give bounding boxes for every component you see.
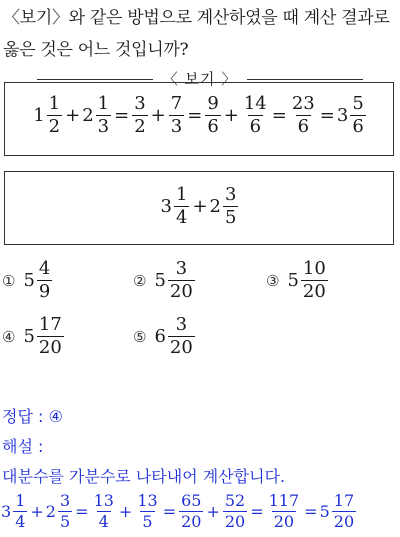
bogi-h-frac xyxy=(350,95,365,136)
option-1[interactable] xyxy=(2,260,53,301)
ans-f-den: 20 xyxy=(224,512,246,531)
ans-b-den: 5 xyxy=(59,512,71,531)
option-2-number: ② xyxy=(133,271,147,290)
ans-e-frac xyxy=(179,493,203,530)
bogi-title-text: 〈 보기 〉 xyxy=(153,70,248,88)
bogi-d-den: 3 xyxy=(170,116,183,137)
bogi-plus-1: + xyxy=(65,105,81,126)
bogi-g-den: 6 xyxy=(297,116,310,137)
ans-b-num: 3 xyxy=(59,491,71,510)
explanation-expression xyxy=(1,493,357,530)
problem-plus: + xyxy=(192,196,208,217)
option-5[interactable] xyxy=(133,316,196,357)
option-3-num: 10 xyxy=(302,258,326,279)
bogi-b-whole: 2 xyxy=(82,105,94,126)
answer-label: 정답 : ④ xyxy=(2,407,63,426)
option-1-number: ① xyxy=(2,271,16,290)
option-4-den: 20 xyxy=(38,337,62,358)
bogi-eq-1: = xyxy=(114,105,130,126)
question-line-2: 옳은 것은 어느 것입니까? xyxy=(3,40,189,60)
option-4-num: 17 xyxy=(38,314,62,335)
ans-a-frac xyxy=(13,493,27,530)
option-3-whole: 5 xyxy=(287,270,299,291)
problem-b-whole: 2 xyxy=(209,196,221,217)
ans-plus-3: + xyxy=(206,502,220,521)
bogi-d-frac xyxy=(169,95,184,136)
option-3-number: ③ xyxy=(266,271,280,290)
problem-b-frac xyxy=(223,186,238,227)
ans-d-num: 13 xyxy=(137,491,158,510)
problem-expression xyxy=(0,186,400,227)
option-5-frac xyxy=(168,316,195,357)
bogi-b-den: 3 xyxy=(97,116,110,137)
ans-f-num: 52 xyxy=(224,491,246,510)
problem-a-frac xyxy=(174,186,189,227)
bogi-plus-3: + xyxy=(223,105,239,126)
option-4-number: ④ xyxy=(2,327,16,346)
ans-eq-1: = xyxy=(75,502,89,521)
option-1-den: 9 xyxy=(38,281,51,302)
ans-e-den: 20 xyxy=(181,512,202,531)
bogi-g-frac xyxy=(290,95,317,136)
ans-c-frac xyxy=(92,493,116,530)
question-text xyxy=(3,2,397,66)
bogi-h-whole: 3 xyxy=(336,105,349,126)
bogi-f-den: 6 xyxy=(249,116,262,137)
bogi-a-num: 1 xyxy=(48,93,61,114)
ans-b-whole: 2 xyxy=(45,502,56,521)
option-1-num: 4 xyxy=(38,258,51,279)
option-5-number: ⑤ xyxy=(133,327,147,346)
ans-g-den: 20 xyxy=(273,512,295,531)
ans-h-den: 20 xyxy=(333,512,355,531)
option-3-frac xyxy=(301,260,328,301)
option-4-frac xyxy=(37,316,64,357)
bogi-e-num: 9 xyxy=(207,93,219,114)
bogi-c-num: 3 xyxy=(134,93,146,114)
problem-a-den: 4 xyxy=(176,207,188,228)
explanation-text: 대분수를 가분수로 나타내어 계산합니다. xyxy=(2,467,286,486)
bogi-e-frac xyxy=(205,95,220,136)
ans-eq-4: = xyxy=(304,502,318,521)
problem-a-num: 1 xyxy=(176,184,188,205)
option-4-whole: 5 xyxy=(23,326,35,347)
bogi-b-num: 1 xyxy=(97,93,110,114)
bogi-h-den: 6 xyxy=(352,116,364,137)
ans-d-den: 5 xyxy=(142,512,153,531)
option-5-num: 3 xyxy=(175,314,188,335)
option-1-whole: 5 xyxy=(23,270,35,291)
option-5-whole: 6 xyxy=(154,326,166,347)
ans-plus-1: + xyxy=(30,502,44,521)
ans-h-whole: 5 xyxy=(319,502,330,521)
option-3[interactable] xyxy=(266,260,329,301)
problem-a-whole: 3 xyxy=(160,196,172,217)
ans-d-frac xyxy=(135,493,159,530)
problem-b-num: 3 xyxy=(225,184,237,205)
option-1-frac xyxy=(37,260,52,301)
bogi-f-num: 14 xyxy=(243,93,267,114)
option-2-whole: 5 xyxy=(154,270,166,291)
ans-eq-2: = xyxy=(162,502,177,521)
bogi-a-whole: 1 xyxy=(33,105,45,126)
bogi-d-num: 7 xyxy=(170,93,183,114)
option-4[interactable] xyxy=(2,316,65,357)
option-2[interactable] xyxy=(133,260,196,301)
question-line-1: 〈보기〉와 같은 방법으로 계산하였을 때 계산 결과로 xyxy=(3,8,390,28)
ans-e-num: 65 xyxy=(181,491,202,510)
bogi-h-num: 5 xyxy=(352,93,364,114)
ans-a-whole: 3 xyxy=(1,502,12,521)
option-3-den: 20 xyxy=(302,281,326,302)
explanation-label: 해설 : xyxy=(2,437,44,456)
ans-c-num: 13 xyxy=(93,491,114,510)
bogi-b-frac xyxy=(96,95,111,136)
bogi-f-frac xyxy=(242,95,269,136)
option-2-num: 3 xyxy=(175,258,188,279)
bogi-eq-4: = xyxy=(319,105,335,126)
ans-b-frac xyxy=(58,493,72,530)
ans-plus-2: + xyxy=(118,502,133,521)
bogi-a-frac xyxy=(47,95,62,136)
ans-a-num: 1 xyxy=(15,491,26,510)
ans-f-frac xyxy=(223,493,247,530)
bogi-eq-2: = xyxy=(187,105,203,126)
ans-eq-3: = xyxy=(250,502,264,521)
bogi-e-den: 6 xyxy=(207,116,219,137)
problem-b-den: 5 xyxy=(225,207,237,228)
option-2-den: 20 xyxy=(169,281,193,302)
bogi-a-den: 2 xyxy=(48,116,61,137)
ans-c-den: 4 xyxy=(98,512,109,531)
ans-g-num: 117 xyxy=(268,491,300,510)
bogi-expression xyxy=(0,95,400,136)
bogi-g-num: 23 xyxy=(291,93,315,114)
bogi-c-frac xyxy=(132,95,147,136)
bogi-eq-3: = xyxy=(271,105,287,126)
bogi-c-den: 2 xyxy=(134,116,146,137)
ans-h-frac xyxy=(332,493,356,530)
ans-a-den: 4 xyxy=(15,512,26,531)
ans-h-num: 17 xyxy=(333,491,355,510)
option-2-frac xyxy=(168,260,195,301)
option-5-den: 20 xyxy=(169,337,193,358)
ans-g-frac xyxy=(267,493,302,530)
bogi-plus-2: + xyxy=(150,105,166,126)
